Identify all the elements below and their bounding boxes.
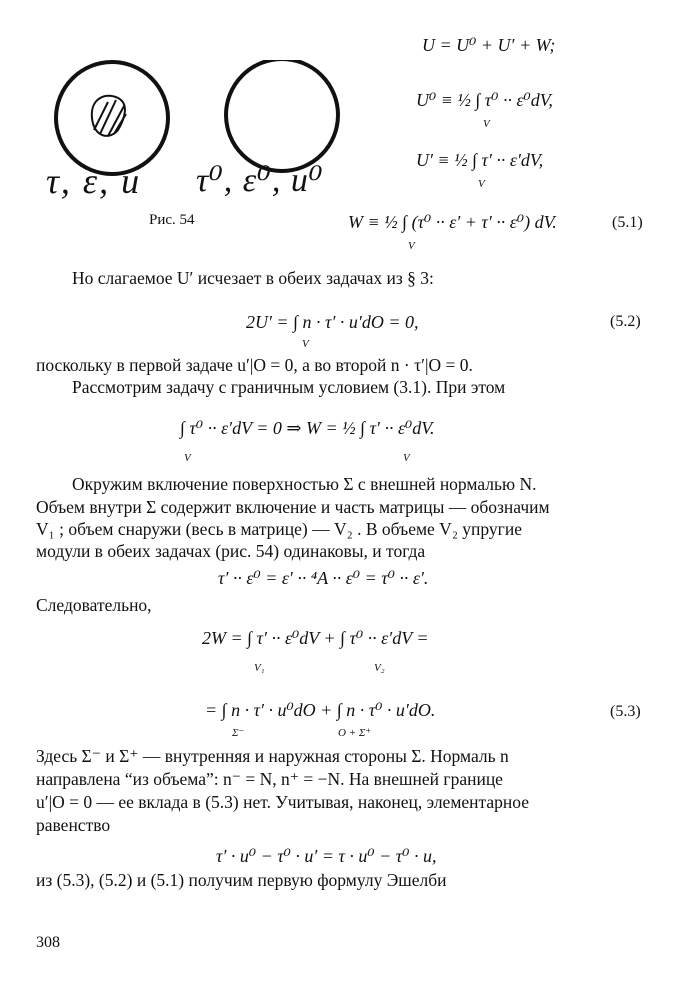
eq-w-sub2: V (403, 452, 410, 464)
hatch-line (100, 100, 116, 134)
eq51-sub-v: V (478, 178, 485, 190)
eq53-line1: 2W = ∫ τ′ ·· ε⁰dV + ∫ τ⁰ ·· ε′dV = (202, 628, 429, 648)
eq52-number: (5.2) (610, 313, 641, 330)
paragraph-5: Следовательно, (36, 595, 152, 615)
eq51-sub-v: V (483, 118, 490, 130)
eq53-number: (5.3) (610, 703, 641, 720)
page-number: 308 (36, 934, 60, 951)
right-figure-label: τ⁰, ε⁰, u⁰ (196, 162, 324, 199)
paragraph-6-line-2: направлена “из объема”: n⁻ = N, n⁺ = −N. На внешней границе (36, 769, 503, 789)
eq51-line4: W ≡ ½ ∫ (τ⁰ ·· ε′ + τ′ ·· ε⁰) dV. (348, 212, 557, 232)
paragraph-2: поскольку в первой задаче u′|O = 0, а во второй n · τ′|O = 0. (36, 355, 473, 375)
eq51-line2: U⁰ ≡ ½ ∫ τ⁰ ·· ε⁰dV, (416, 90, 553, 110)
eq53-sub-v1: V₁ (254, 662, 265, 674)
eq51-line1: U = U⁰ + U′ + W; (422, 35, 556, 55)
right-circle (226, 60, 338, 171)
paragraph-4-line-4: модули в обеих задачах (рис. 54) одинаковы, и тогда (36, 541, 426, 561)
eq52-body: 2U′ = ∫ n · τ′ · u′dO = 0, (246, 312, 419, 332)
paragraph-4-line-3: V₁ ; объем снаружи (весь в матрице) — V₂ . В объеме V₂ упругие (36, 519, 522, 539)
figure-caption: Рис. 54 (149, 212, 195, 228)
eq53-sub-v2: V₂ (374, 662, 385, 674)
paragraph-4-line-1: Окружим включение поверхностью Σ с внешней нормалью N. (72, 474, 537, 494)
eq53-sub-s2: O + Σ⁺ (338, 727, 372, 739)
paragraph-1: Но слагаемое U′ исчезает в обеих задачах из § 3: (72, 268, 434, 288)
eq53-line2: = ∫ n · τ′ · u⁰dO + ∫ n · τ⁰ · u′dO. (205, 700, 436, 720)
paragraph-6-line-4: равенство (36, 815, 111, 835)
eq-w-sub1: V (184, 452, 191, 464)
left-circle (56, 62, 168, 174)
hatch-line (94, 102, 108, 130)
paragraph-7: из (5.3), (5.2) и (5.1) получим первую формулу Эшелби (36, 870, 447, 890)
eq52-sub: V (302, 338, 309, 350)
paragraph-6-line-3: u′|O = 0 — ее вклада в (5.3) нет. Учитывая, наконец, элементарное (36, 792, 529, 812)
paragraph-6-line-1: Здесь Σ⁻ и Σ⁺ — внутренняя и наружная стороны Σ. Нормаль n (36, 746, 509, 766)
paragraph-4-line-2: Объем внутри Σ содержит включение и часть матрицы — обозначим (36, 497, 550, 517)
left-figure-label: τ, ε, u (46, 161, 142, 201)
eq53-sub-s1: Σ⁻ (232, 727, 245, 739)
eq-final: τ′ · u⁰ − τ⁰ · u′ = τ · u⁰ − τ⁰ · u, (216, 846, 437, 866)
eq-w-body: ∫ τ⁰ ·· ε′dV = 0 ⇒ W = ½ ∫ τ′ ·· ε⁰dV. (180, 418, 435, 438)
eq51-line3: U′ ≡ ½ ∫ τ′ ·· ε′dV, (416, 150, 544, 170)
hatch-line (114, 114, 126, 134)
eq51-sub-v: V (408, 240, 415, 252)
eq-tau: τ′ ·· ε⁰ = ε′ ·· ⁴A ·· ε⁰ = τ⁰ ·· ε′. (218, 568, 429, 588)
paragraph-3: Рассмотрим задачу с граничным условием (3.1). При этом (72, 377, 506, 397)
eq51-number: (5.1) (612, 214, 643, 231)
